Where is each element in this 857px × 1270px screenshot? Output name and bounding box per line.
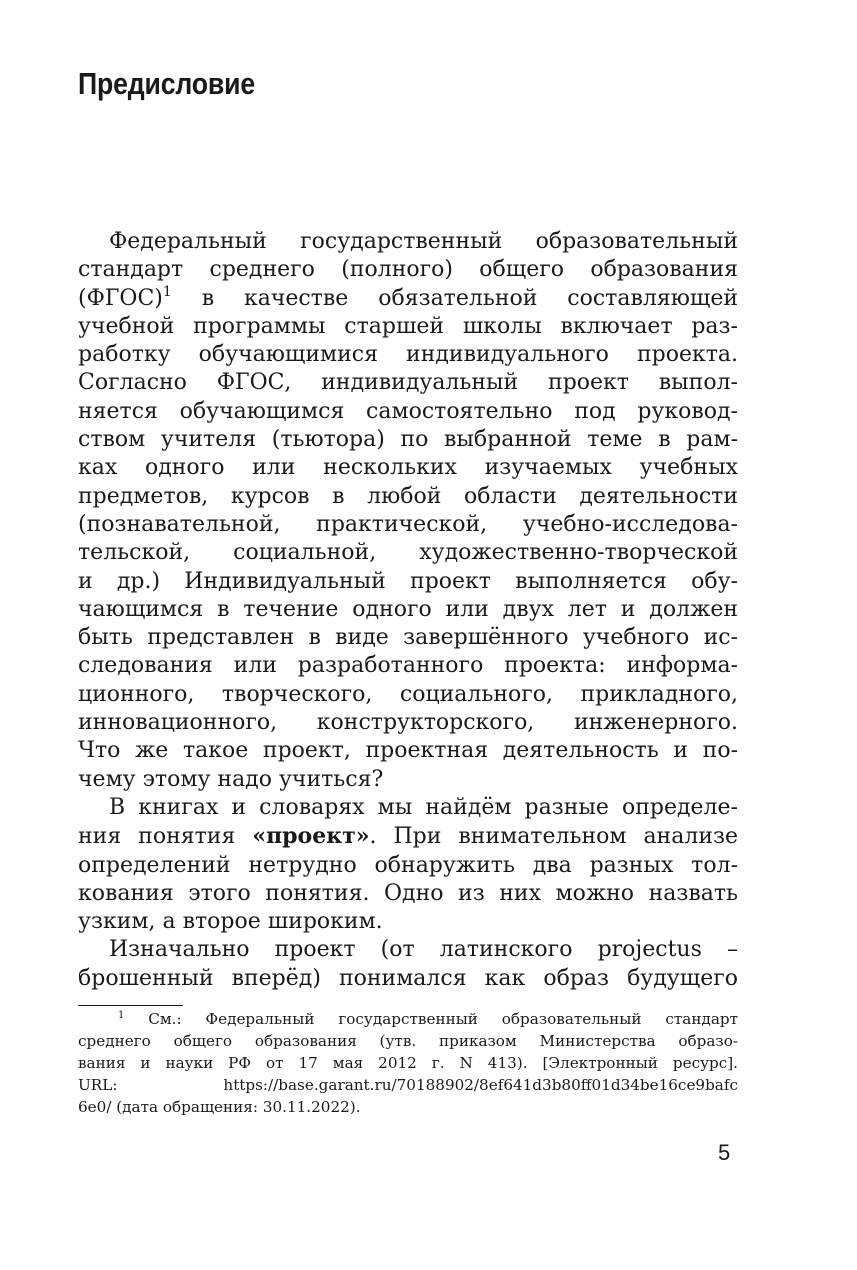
text-line: тельской, социальной, художественно-творческой bbox=[78, 540, 738, 566]
text-line: определений нетрудно обнаружить два разных тол- bbox=[78, 852, 738, 878]
text-line: инновационного, конструкторского, инженерного. bbox=[78, 710, 738, 736]
text-line: брошенный вперёд) понимался как образ будущего bbox=[78, 965, 738, 991]
footnote bbox=[78, 1009, 738, 1119]
text-line: ционного, творческого, социального, прикладного, bbox=[78, 681, 738, 707]
text-line: Что же такое проект, проектная деятельность и по- bbox=[78, 738, 738, 764]
footnote-line: вания и науки РФ от 17 мая 2012 г. N 413). [Электронный ресурс]. bbox=[78, 1053, 738, 1072]
paragraph-1 bbox=[78, 228, 738, 794]
text-line: следования или разработанного проекта: информа- bbox=[78, 653, 738, 679]
text-line: учебной программы старшей школы включает раз- bbox=[78, 313, 738, 339]
paragraph-2 bbox=[78, 794, 738, 936]
footnote-line: 6e0/ (дата обращения: 30.11.2022). bbox=[78, 1097, 361, 1116]
bold-term: «проект» bbox=[252, 823, 370, 850]
text-line bbox=[78, 285, 738, 313]
page-title: Предисловие bbox=[78, 66, 255, 101]
footnote-reference: 1 bbox=[162, 283, 172, 300]
text-line: ках одного или нескольких изучаемых учебных bbox=[78, 455, 738, 481]
text-line: ством учителя (тьютора) по выбранной теме в рам- bbox=[78, 427, 738, 453]
text-line: стандарт среднего (полного) общего образования bbox=[78, 257, 738, 283]
text-line: и др.) Индивидуальный проект выполняется обу- bbox=[78, 568, 738, 594]
text-line: чему этому надо учиться? bbox=[78, 766, 384, 792]
text-line: чающимся в течение одного или двух лет и должен bbox=[78, 596, 738, 622]
main-text bbox=[78, 228, 738, 993]
paragraph-3 bbox=[78, 936, 738, 993]
text-line: В книгах и словарях мы найдём разные определе- bbox=[109, 794, 738, 820]
text-line: (познавательной, практической, учебно-исследова- bbox=[78, 511, 738, 537]
text-line: Федеральный государственный образовательный bbox=[109, 229, 738, 254]
text-line: Согласно ФГОС, индивидуальный проект выпол- bbox=[78, 370, 738, 396]
text-line: узким, а второе широким. bbox=[78, 909, 383, 935]
text-line: предметов, курсов в любой области деятельности bbox=[78, 483, 738, 509]
footnote-line: среднего общего образования (утв. приказом Министерства образо- bbox=[78, 1031, 738, 1050]
footnote-number: 1 bbox=[118, 1010, 125, 1021]
footnote-line bbox=[78, 1009, 738, 1031]
footnote-divider bbox=[78, 1005, 183, 1006]
text-fragment: (ФГОС) bbox=[78, 285, 163, 311]
text-fragment: в качестве обязательной составляющей bbox=[171, 285, 738, 311]
page-number: 5 bbox=[718, 1140, 731, 1165]
text-line: Изначально проект (от латинского projectus – bbox=[109, 937, 738, 963]
text-fragment: ния понятия bbox=[78, 824, 253, 850]
text-fragment: . При внимательном анализе bbox=[369, 824, 738, 850]
footnote-line: URL: https://base.garant.ru/70188902/8ef641d3b80ff01d34be16ce9bafc bbox=[78, 1075, 738, 1094]
text-fragment: См.: Федеральный государственный образовательный стандарт bbox=[124, 1010, 738, 1028]
text-line: работку обучающимися индивидуального проекта. bbox=[78, 342, 738, 368]
text-line: быть представлен в виде завершённого учебного ис- bbox=[78, 625, 738, 651]
text-line: няется обучающимся самостоятельно под руковод- bbox=[78, 398, 738, 424]
text-line: кования этого понятия. Одно из них можно назвать bbox=[78, 880, 738, 906]
text-line bbox=[78, 822, 738, 851]
